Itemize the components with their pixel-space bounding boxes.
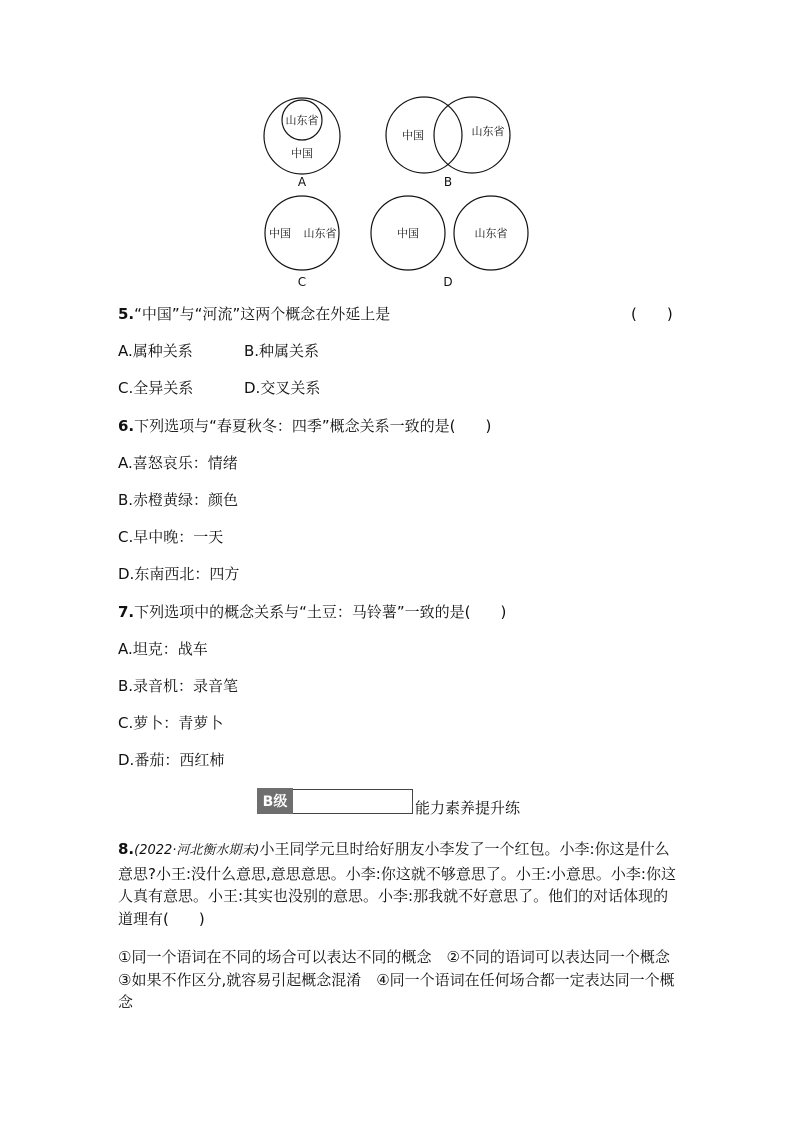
section-banner (257, 788, 521, 817)
question-6-option-b: B.赤橙黄绿：颜色 (118, 491, 239, 509)
question-8-text: 小王同学元旦时给好朋友小李发了一个红包。小李:你这是什么意思?小王:没什么意思,意思意思。小李:你这就不够意思了。小王:小意思。小李:你这人真有意思。小王:其实也没别的意思。小李:那我就不好意思了。他们的对话体现的道理有( ) (118, 840, 676, 928)
diagram-a-caption: A (297, 175, 307, 189)
question-5-number: 5. (118, 305, 135, 323)
question-7-option-c: C.萝卜：青萝卜 (118, 714, 224, 732)
question-8-number: 8. (118, 840, 135, 858)
concept-diagrams (0, 0, 794, 300)
diagram-c-left-label: 中国 (269, 227, 291, 240)
question-7-option-d: D.番茄：西红柿 (118, 751, 225, 769)
question-8-statements: ①同一个语词在不同的场合可以表达不同的概念 ②不同的语词可以表达同一个概念 ③如果不作区分,就容易引起概念混淆 ④同一个语词在任何场合都一定表达同一个概念 (118, 948, 685, 1011)
section-title: 能力素养提升练 (415, 799, 521, 817)
diagram-d-left-label: 中国 (397, 227, 419, 240)
question-5 (118, 304, 390, 324)
question-7-number: 7. (118, 603, 135, 621)
diagram-d-caption: D (443, 275, 453, 289)
section-level-badge: B级 (257, 788, 293, 814)
diagram-b-right-label: 山东省 (471, 125, 505, 138)
question-6-text: 下列选项与“春夏秋冬：四季”概念关系一致的是( ) (134, 417, 492, 435)
question-5-answer-blank: ( ) (631, 305, 673, 323)
diagram-b-left-label: 中国 (402, 129, 424, 142)
section-banner-box (293, 789, 413, 814)
question-6-number: 6. (118, 417, 135, 435)
diagram-a (264, 98, 340, 189)
question-5-text: “中国”与“河流”这两个概念在外延上是 (134, 305, 391, 323)
diagram-c-right-label: 山东省 (303, 227, 337, 240)
diagram-d-right-label: 山东省 (474, 227, 508, 240)
diagram-b (386, 97, 510, 189)
diagram-b-caption: B (443, 175, 453, 189)
diagram-d (371, 196, 528, 289)
question-7-option-b: B.录音机：录音笔 (118, 677, 239, 695)
diagram-a-inner-label: 山东省 (285, 114, 319, 127)
question-8-source: (2022·河北衡水期末) (134, 843, 260, 858)
question-6 (118, 416, 491, 436)
question-8 (118, 838, 678, 930)
question-6-option-a: A.喜怒哀乐：情绪 (118, 454, 238, 472)
question-7 (118, 602, 506, 622)
question-5-option-c: C.全异关系 (118, 379, 194, 397)
diagram-c-caption: C (297, 275, 307, 289)
question-6-option-c: C.早中晚：一天 (118, 528, 224, 546)
diagram-c (265, 196, 339, 289)
question-7-text: 下列选项中的概念关系与“土豆：马铃薯”一致的是( ) (134, 603, 507, 621)
diagram-a-outer-label: 中国 (291, 147, 313, 160)
question-5-option-b: B.种属关系 (244, 342, 320, 360)
question-5-option-a: A.属种关系 (118, 342, 193, 360)
question-6-option-d: D.东南西北：四方 (118, 565, 240, 583)
question-7-option-a: A.坦克：战车 (118, 640, 208, 658)
question-5-option-d: D.交叉关系 (244, 379, 321, 397)
